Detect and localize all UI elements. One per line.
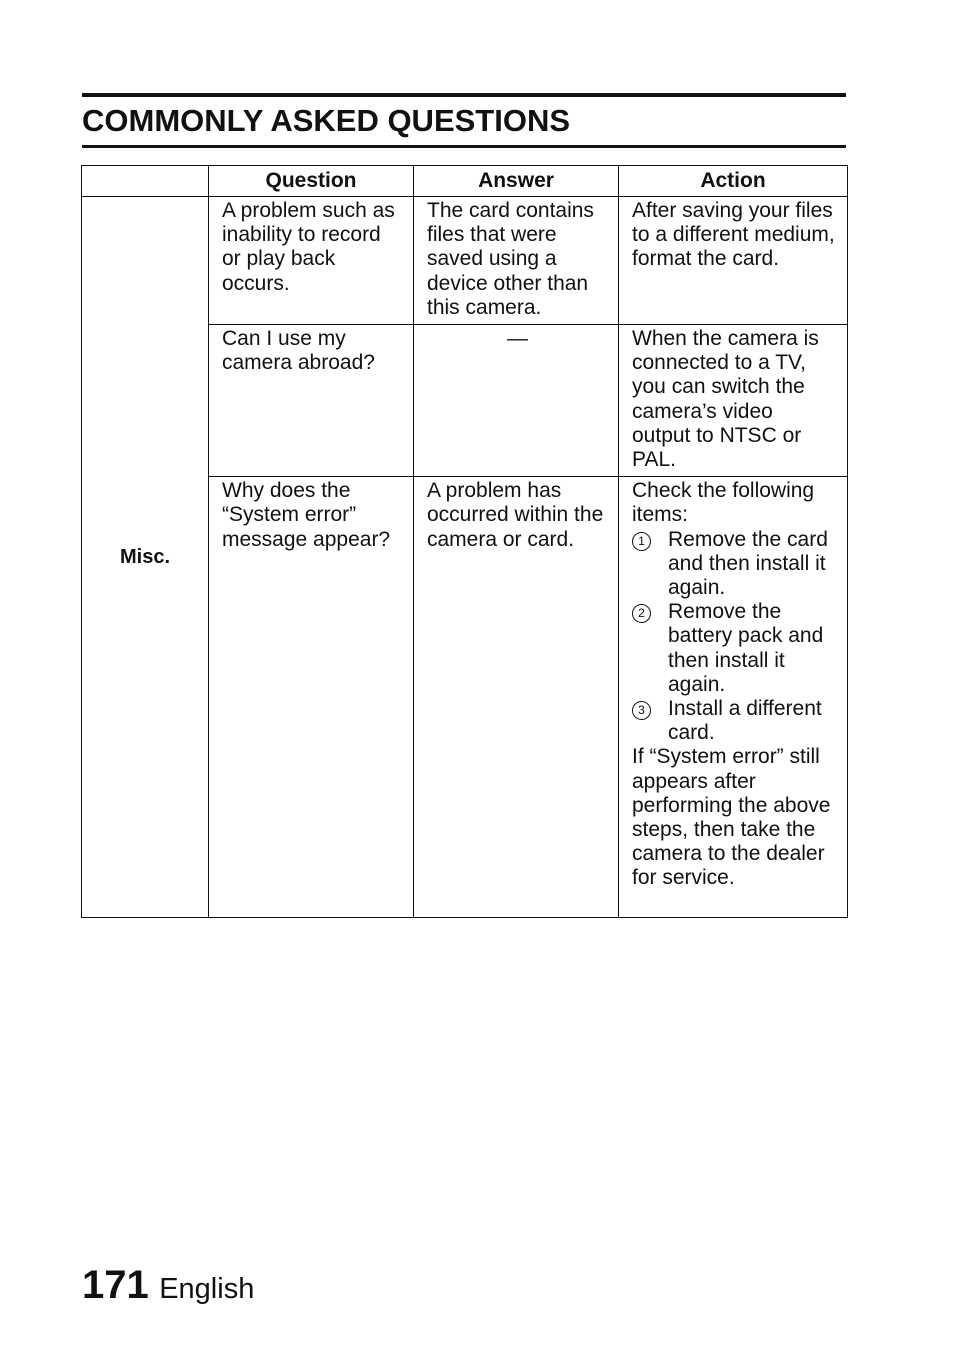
page-language: English <box>159 1273 255 1305</box>
step-number-icon: 2 <box>632 604 651 623</box>
step-number-icon: 1 <box>632 532 651 551</box>
table-row <box>82 197 848 325</box>
action-cell: After saving your files to a different medium, format the card. <box>619 197 848 325</box>
step-text: Install a different card. <box>668 697 822 745</box>
faq-table <box>81 165 848 918</box>
header-action: Action <box>619 166 848 197</box>
answer-cell: A problem has occurred within the camera or card. <box>414 477 619 918</box>
title-rule-bottom <box>82 145 846 148</box>
answer-cell: — <box>414 325 619 477</box>
header-answer: Answer <box>414 166 619 197</box>
action-outro: If “System error” still appears after performing the above steps, then take the camera to the dealer for service. <box>632 745 831 890</box>
answer-cell: The card contains files that were saved using a device other than this camera. <box>414 197 619 325</box>
page-footer <box>82 1260 254 1310</box>
action-step <box>632 528 837 601</box>
action-cell <box>619 477 848 918</box>
action-intro: Check the following items: <box>632 479 815 527</box>
header-category <box>82 166 209 197</box>
question-cell: Why does the “System error” message appear? <box>209 477 414 918</box>
step-number-icon: 3 <box>632 701 651 720</box>
action-cell: When the camera is connected to a TV, you can switch the camera’s video output to NTSC or PAL. <box>619 325 848 477</box>
title-rule-top <box>82 93 846 97</box>
action-step <box>632 600 837 697</box>
page-title: COMMONLY ASKED QUESTIONS <box>82 103 571 138</box>
action-step <box>632 697 837 745</box>
category-cell: Misc. <box>82 197 209 918</box>
page-number: 171 <box>82 1263 149 1307</box>
step-text: Remove the card and then install it again. <box>668 527 828 600</box>
table-header-row <box>82 166 848 197</box>
question-cell: A problem such as inability to record or play back occurs. <box>209 197 414 325</box>
header-question: Question <box>209 166 414 197</box>
question-cell: Can I use my camera abroad? <box>209 325 414 477</box>
step-text: Remove the battery pack and then install it again. <box>668 600 824 696</box>
